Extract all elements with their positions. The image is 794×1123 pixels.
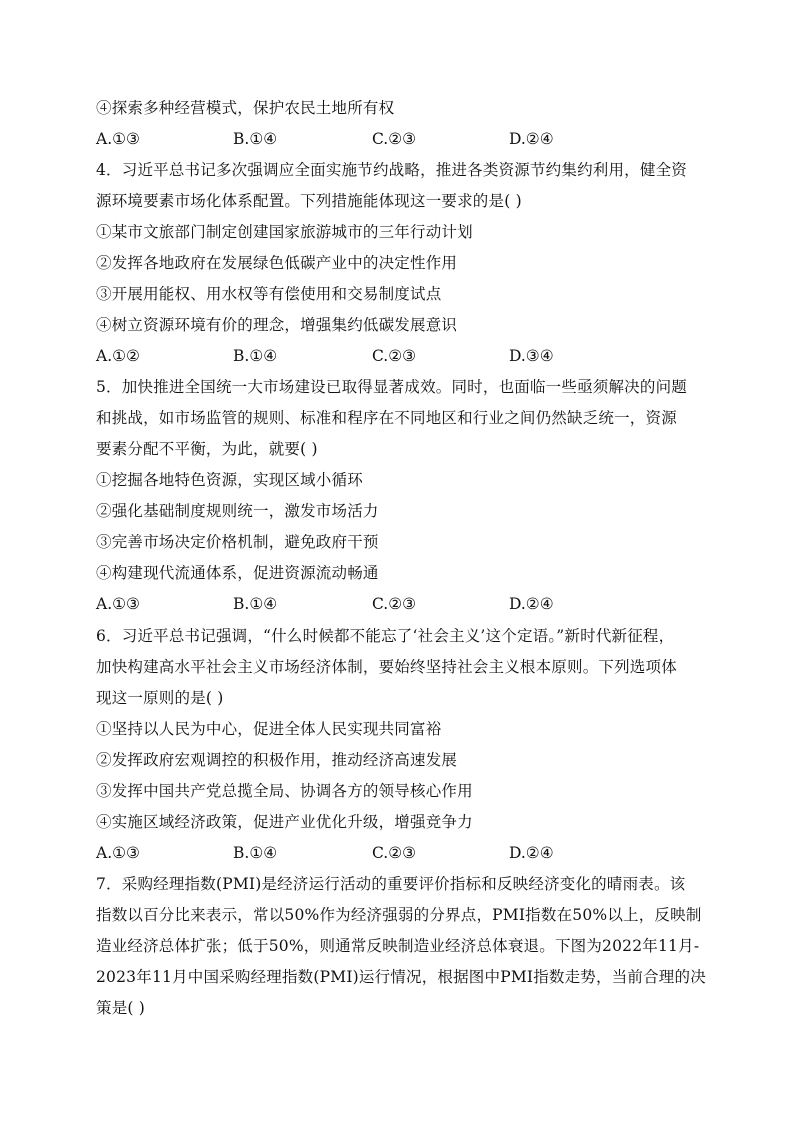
q6-stem-line-1: 6．习近平总书记强调，“什么时候都不能忘了‘社会主义’这个定语。”新时代新征程， — [96, 627, 675, 645]
q5-statement-3: ③完善市场决定价格机制，避免政府干预 — [96, 533, 379, 551]
q6-option-c: C.②③ — [372, 844, 417, 862]
q5-option-a: A.①③ — [96, 595, 140, 613]
q4-stem-line-2: 源环境要素市场化体系配置。下列措施能体现这一要求的是( ) — [96, 192, 522, 210]
q7-stem-line-1: 7．采购经理指数(PMI)是经济运行活动的重要评价指标和反映经济变化的晴雨表。该 — [96, 875, 686, 893]
q5-statement-4: ④构建现代流通体系，促进资源流动畅通 — [96, 564, 379, 582]
q6-stem-line-2: 加快构建高水平社会主义市场经济体制，要始终坚持社会主义根本原则。下列选项体 — [96, 658, 677, 676]
q5-options — [96, 594, 706, 614]
q6-statement-2: ②发挥政府宏观调控的积极作用，推动经济高速发展 — [96, 751, 458, 769]
q4-options — [96, 346, 706, 366]
q4-statement-3: ③开展用能权、用水权等有偿使用和交易制度试点 — [96, 285, 442, 303]
q6-stem-line-3: 现这一原则的是( ) — [96, 689, 224, 707]
q7-stem-line-2: 指数以百分比来表示，常以50%作为经济强弱的分界点，PMI指数在50%以上，反映制 — [96, 906, 702, 924]
q4-option-a: A.①② — [96, 347, 140, 365]
q3-option-a: A.①③ — [96, 130, 140, 148]
q6-option-d: D.②④ — [509, 844, 554, 862]
q6-option-a: A.①③ — [96, 844, 140, 862]
q5-statement-2: ②强化基础制度规则统一，激发市场活力 — [96, 502, 379, 520]
q5-stem-line-3: 要素分配不平衡，为此，就要( ) — [96, 440, 318, 458]
q5-stem-line-2: 和挑战，如市场监管的规则、标准和程序在不同地区和行业之间仍然缺乏统一，资源 — [96, 409, 677, 427]
q3-options — [96, 129, 706, 149]
q3-option-d: D.②④ — [509, 130, 554, 148]
q4-option-b: B.①④ — [233, 347, 278, 365]
q5-stem-line-1: 5．加快推进全国统一大市场建设已取得显著成效。同时，也面临一些亟须解决的问题 — [96, 378, 687, 396]
q3-option-b: B.①④ — [233, 130, 278, 148]
q6-options — [96, 843, 706, 863]
q6-statement-3: ③发挥中国共产党总揽全局、协调各方的领导核心作用 — [96, 782, 473, 800]
q4-option-d: D.③④ — [509, 347, 554, 365]
q5-option-c: C.②③ — [372, 595, 417, 613]
q7-stem-line-3: 造业经济总体扩张；低于50%，则通常反映制造业经济总体衰退。下图为2022年11月- — [96, 937, 700, 955]
q5-option-d: D.②④ — [509, 595, 554, 613]
q4-option-c: C.②③ — [372, 347, 417, 365]
q5-statement-1: ①挖掘各地特色资源，实现区域小循环 — [96, 471, 363, 489]
q3-option-c: C.②③ — [372, 130, 417, 148]
q4-stem-line-1: 4．习近平总书记多次强调应全面实施节约战略，推进各类资源节约集约利用，健全资 — [96, 161, 687, 179]
q4-statement-1: ①某市文旅部门制定创建国家旅游城市的三年行动计划 — [96, 223, 473, 241]
q7-stem-line-5: 策是( ) — [96, 999, 146, 1017]
q6-statement-4: ④实施区域经济政策，促进产业优化升级，增强竞争力 — [96, 813, 473, 831]
q6-option-b: B.①④ — [233, 844, 278, 862]
q3-statement-4: ④探索多种经营模式，保护农民土地所有权 — [96, 99, 395, 117]
q7-stem-line-4: 2023年11月中国采购经理指数(PMI)运行情况，根据图中PMI指数走势，当前合理的决 — [96, 968, 706, 986]
q4-statement-4: ④树立资源环境有价的理念，增强集约低碳发展意识 — [96, 316, 458, 334]
q6-statement-1: ①坚持以人民为中心，促进全体人民实现共同富裕 — [96, 720, 442, 738]
q5-option-b: B.①④ — [233, 595, 278, 613]
q4-statement-2: ②发挥各地政府在发展绿色低碳产业中的决定性作用 — [96, 254, 458, 272]
